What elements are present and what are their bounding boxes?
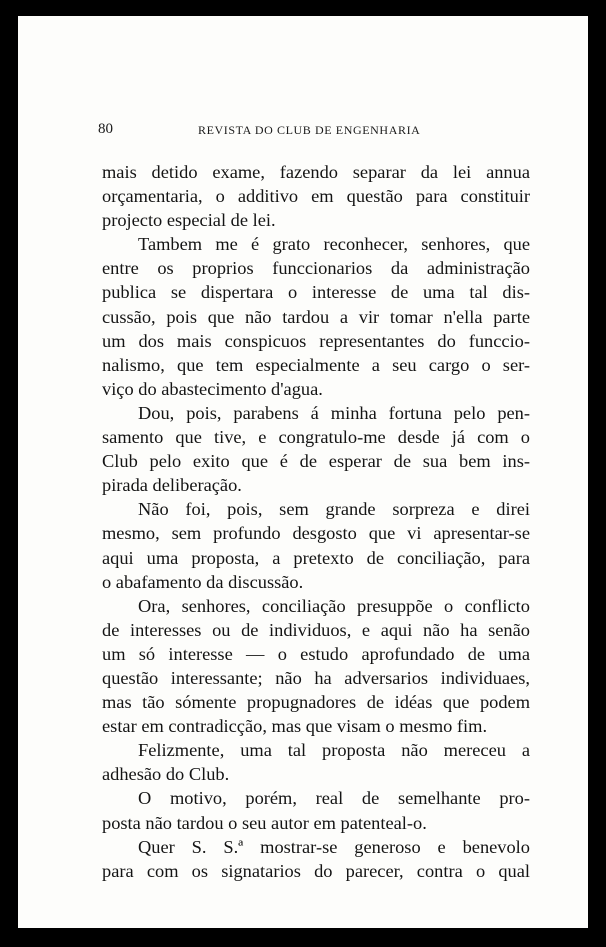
text-line: entre os proprios funccionarios da administração [102,258,530,279]
text-line: de interesses ou de individuos, e aqui não ha senão [102,619,530,640]
text-line: o abafamento da discussão. [102,571,304,592]
text-line: mas tão sómente propugnadores de idéas que podem [102,692,530,713]
text-line: adhesão do Club. [102,764,230,785]
text-line: posta não tardou o seu autor em patenteal-o. [102,812,427,833]
text-line: um só interesse — o estudo aprofundado de uma [102,643,530,664]
text-line: Felizmente, uma tal proposta não mereceu a [138,740,530,761]
text-line: nalismo, que tem especialmente a seu cargo o ser- [102,354,530,375]
text-line: Ora, senhores, conciliação presuppõe o conflicto [138,595,530,616]
text-line: O motivo, porém, real de semelhante pro- [138,788,530,809]
text-line: Club pelo exito que é de esperar de sua bem ins- [102,451,530,472]
text-line: questão interessante; não ha adversarios individuaes, [102,667,530,688]
text-line: projecto especial de lei. [102,210,276,231]
text-line: mesmo, sem profundo desgosto que vi apresentar-se [102,523,530,544]
text-line: cussão, pois que não tardou a vir tomar n'ella parte [102,306,530,327]
text-line: para com os signatarios do parecer, contra o qual [102,860,530,881]
text-line: Tambem me é grato reconhecer, senhores, que [138,234,530,255]
text-line: aqui uma proposta, a pretexto de conciliação, para [102,547,530,568]
text-line: mais detido exame, fazendo separar da lei annua [102,162,530,182]
text-line: pirada deliberação. [102,475,242,496]
text-line: Não foi, pois, sem grande sorpreza e direi [138,499,530,520]
text-line: viço do abastecimento d'agua. [102,378,323,399]
page-header [98,121,538,141]
document-page [18,16,588,928]
text-line: Quer S. S.ª mostrar-se generoso e benevolo [138,836,530,857]
text-line: samento que tive, e congratulo-me desde já com o [102,427,530,448]
text-line: estar em contradicção, mas que visam o mesmo fim. [102,716,488,737]
running-title: REVISTA DO CLUB DE ENGENHARIA [198,123,421,137]
text-line: orçamentaria, o additivo em questão para constituir [102,186,530,207]
body-text [102,160,530,883]
text-line: um dos mais conspicuos representantes do funccio- [102,330,530,351]
page-number: 80 [98,121,113,137]
text-line: publica se dispertara o interesse de uma tal dis- [102,282,530,303]
text-line: Dou, pois, parabens á minha fortuna pelo pen- [138,402,530,423]
